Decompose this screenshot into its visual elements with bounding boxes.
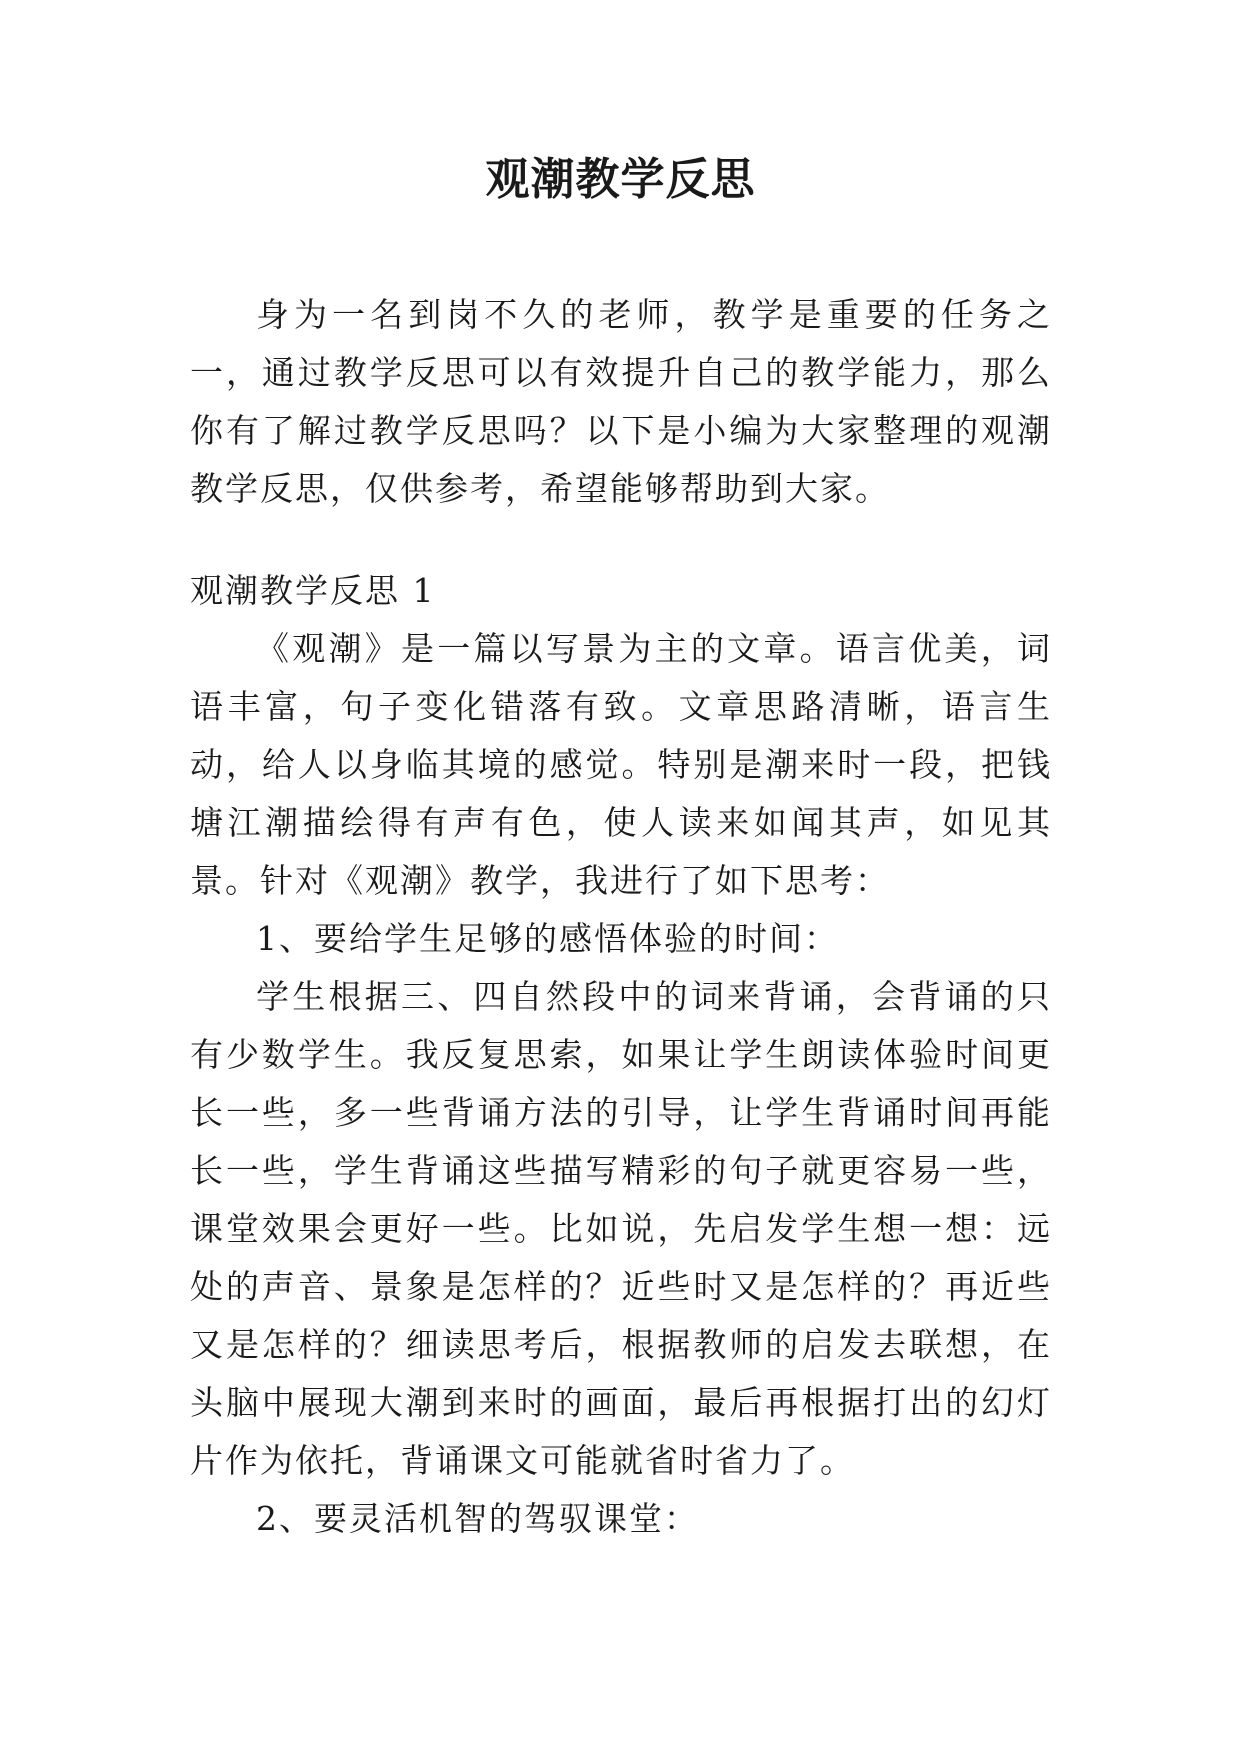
intro-paragraph: 身为一名到岗不久的老师，教学是重要的任务之一，通过教学反思可以有效提升自己的教学能力，那么你有了解过教学反思吗？以下是小编为大家整理的观潮教学反思，仅供参考，希望能够帮助到大家。 bbox=[190, 295, 1052, 508]
spacer bbox=[190, 518, 1052, 562]
list-item-1: 1、要给学生足够的感悟体验的时间： bbox=[256, 919, 839, 958]
list-item-2: 2、要灵活机智的驾驭课堂： bbox=[256, 1499, 699, 1538]
body-paragraph-2: 学生根据三、四自然段中的词来背诵，会背诵的只有少数学生。我反复思索，如果让学生朗读体验时间更长一些，多一些背诵方法的引导，让学生背诵时间再能长一些，学生背诵这些描写精彩的句子就更容易一些，课堂效果会更好一些。比如说，先启发学生想一想：远处的声音、景象是怎样的？近些时又是怎样的？再近些又是怎样的？细读思考后，根据教师的启发去联想，在头脑中展现大潮到来时的画面，最后再根据打出的幻灯片作为依托，背诵课文可能就省时省力了。 bbox=[190, 977, 1052, 1480]
section-heading: 观潮教学反思 1 bbox=[190, 571, 436, 610]
document-body bbox=[190, 286, 1052, 1548]
document-title: 观潮教学反思 bbox=[485, 154, 756, 205]
body-paragraph-1: 《观潮》是一篇以写景为主的文章。语言优美，词语丰富，句子变化错落有致。文章思路清晰，语言生动，给人以身临其境的感觉。特别是潮来时一段，把钱塘江潮描绘得有声有色，使人读来如闻其声，如见其景。针对《观潮》教学，我进行了如下思考： bbox=[190, 629, 1052, 900]
